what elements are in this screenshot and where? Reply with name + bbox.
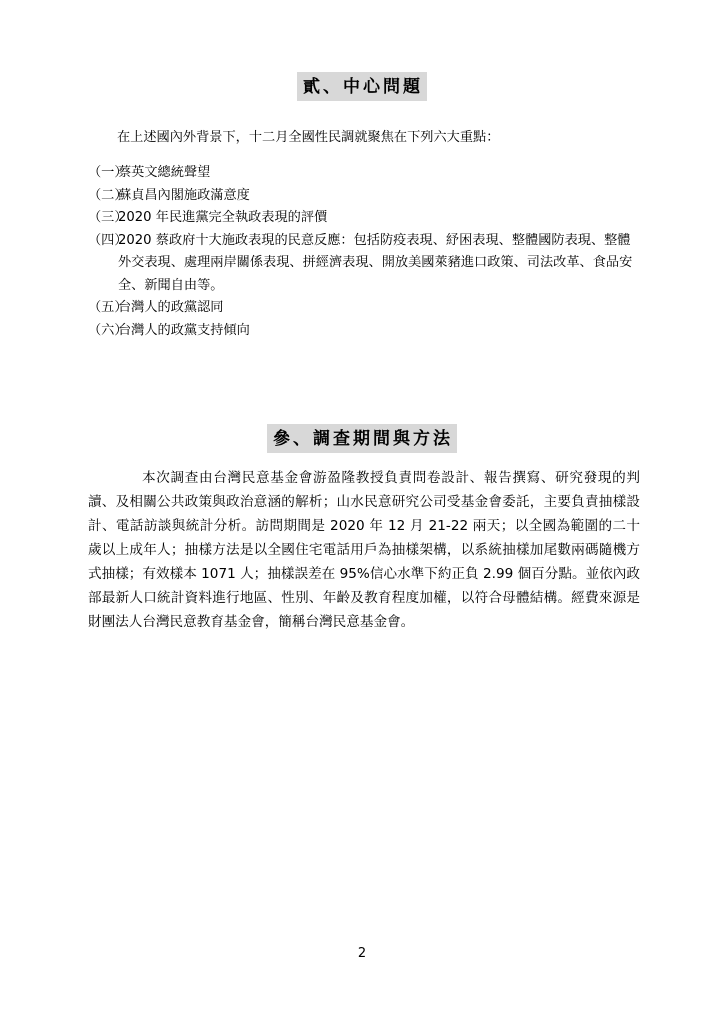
list-item-number: （四） [88,232,128,248]
list-item-text: 蘇貞昌內閣施政滿意度 [118,187,250,203]
focus-list [88,162,658,342]
list-item-number: （三） [88,210,128,225]
section-title: 貳、中心問題 [297,72,427,101]
list-item [88,162,658,185]
list-item-number: （一） [88,165,128,180]
list-item-text: 台灣人的政黨支持傾向 [118,322,250,338]
section-heading-survey-method [0,424,724,453]
list-item-text: 2020 年民進黨完全執政表現的評價 [118,210,328,225]
list-item-number: （五） [88,300,128,315]
page-number: 2 [357,946,367,961]
section-heading-central-issues [0,72,724,101]
list-item-text: 蔡英文總統聲望 [118,165,211,180]
list-item-number: （六） [88,322,128,338]
intro-paragraph: 在上述國內外背景下，十二月全國性民調就聚焦在下列六大重點： [117,130,500,145]
list-item-number: （二） [88,187,128,203]
section-title: 參、調查期間與方法 [267,424,457,453]
list-item [88,207,658,230]
list-item-text: 台灣人的政黨認同 [118,300,224,315]
list-item [88,230,658,298]
list-item [88,185,658,208]
list-item [88,297,658,320]
method-paragraph: 本次調查由台灣民意基金會游盈隆教授負責問卷設計、報告撰寫、研究發現的判讀、及相關公共政策與政治意涵的解析；山水民意研究公司受基金會委託，主要負責抽樣設計、電話訪談與統計分析。訪問期間是 2020 年 12 月 21-22 兩天；以全國為範圍的二十歲以上成年人；抽樣方法是以全國住宅電話用戶為抽樣架構，以系統抽樣加尾數兩碼隨機方式抽樣；有效樣本 1071 人；抽樣誤差在 95%信心水準下約正負 2.99 個百分點。並依內政部最新人口統計資料進行地區、性別、年齡及教育程度加權，以符合母體結構。經費來源是財團法人台灣民意教育基金會，簡稱台灣民意基金會。 [88,470,640,630]
list-item [88,320,658,343]
list-item-text: 2020 蔡政府十大施政表現的民意反應：包括防疫表現、紓困表現、整體國防表現、整體外交表現、處理兩岸關係表現、拼經濟表現、開放美國萊豬進口政策、司法改革、食品安全、新聞自由等。 [118,232,633,293]
